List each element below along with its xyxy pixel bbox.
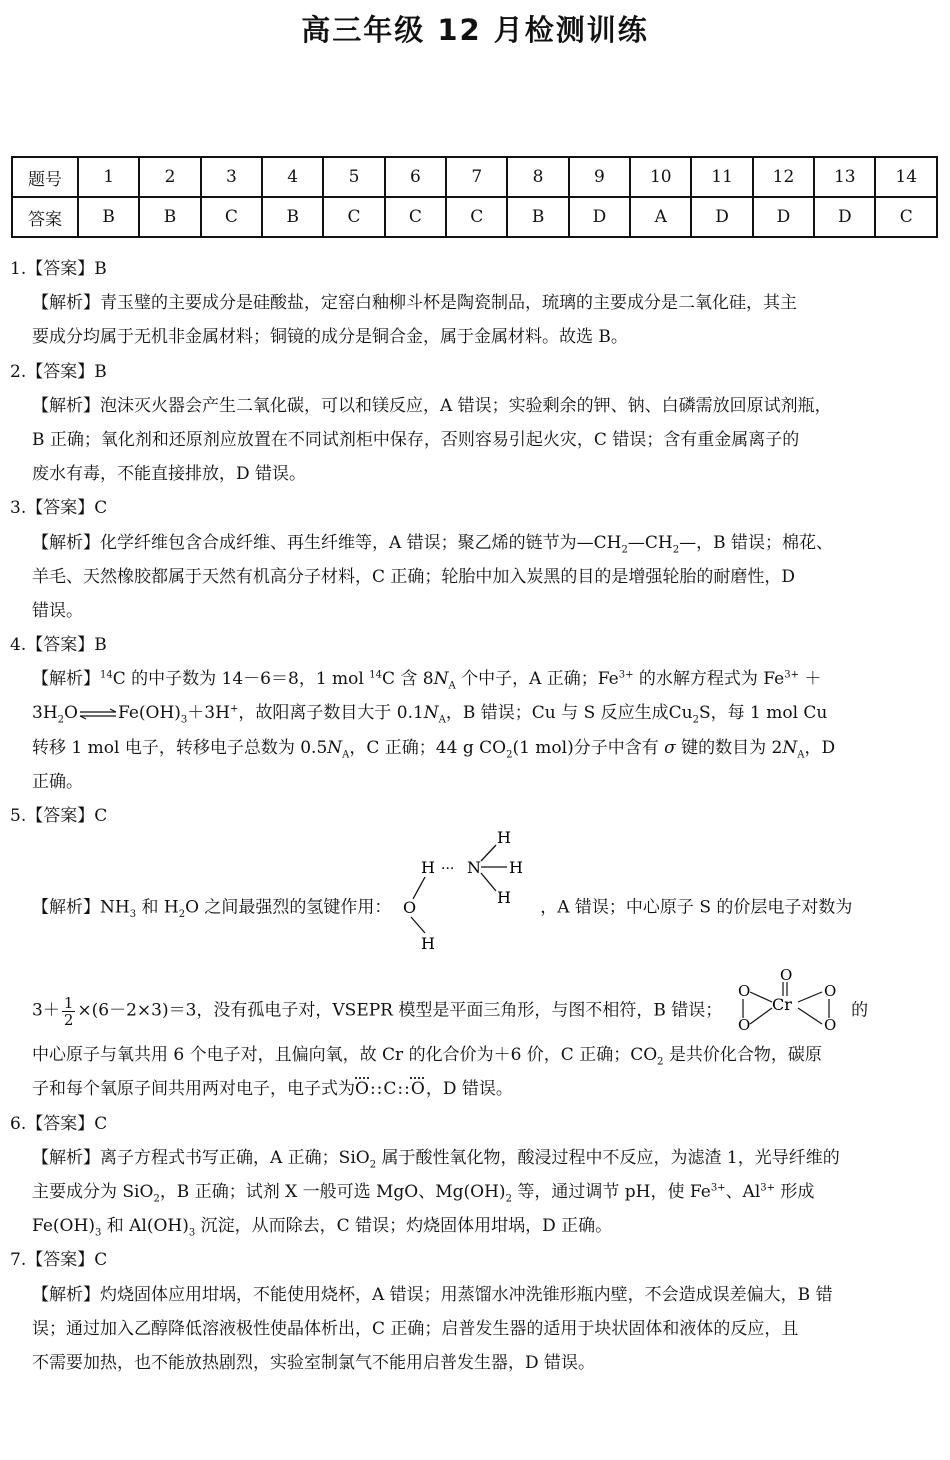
q3-explanation-line: 错误。 — [32, 600, 83, 621]
q6-explanation-line: $Fe(OH)_3$ 和 $Al(OH)_3$ 沉淀，从而除去，C 错误；灼烧固体用坩埚，D 正确。 — [32, 1216, 613, 1239]
q2-explanation-line: 【解析】泡沫灭火器会产生二氧化碳，可以和镁反应，A 错误；实验剩余的钾、钠、白磷需放回原试剂瓶， — [32, 395, 832, 416]
q4-answer: 4.【答案】B — [10, 635, 107, 656]
table-cell: D — [569, 197, 630, 237]
table-cell: 1 — [78, 157, 139, 197]
q4-explanation-line: 正确。 — [32, 771, 83, 792]
q7-explanation-line: 误；通过加入乙醇降低溶液极性使晶体析出，C 正确；启普发生器的适用于块状固体和液体的反应，且 — [32, 1318, 799, 1339]
table-cell: C — [446, 197, 507, 237]
table-cell: 3 — [201, 157, 262, 197]
row-header-number: 题号 — [12, 157, 78, 197]
table-cell: C — [875, 197, 937, 237]
q6-explanation-line: 【解析】离子方程式书写正确，A 正确；SiO$_2$ 属于酸性氧化物，酸浸过程中不反应，为滤渣 1，光导纤维的 — [32, 1147, 840, 1171]
atom-label: H — [508, 858, 523, 878]
table-row-answers — [12, 197, 937, 237]
q6-answer: 6.【答案】C — [10, 1113, 108, 1134]
table-cell: 11 — [691, 157, 752, 197]
table-cell: 6 — [385, 157, 446, 197]
svg-text:O: O — [779, 966, 792, 985]
equilibrium-arrow-icon — [78, 708, 118, 720]
table-cell: 7 — [446, 157, 507, 197]
q1-answer: 1.【答案】B — [10, 259, 107, 279]
q3-explanation-line: 【解析】化学纤维包含合成纤维、再生纤维等，A 错误；聚乙烯的链节为$—CH_2—CH_2—$，B 错误；棉花、 — [32, 532, 834, 555]
table-cell: C — [201, 197, 262, 237]
q1-explanation-line: 要成分均属于无机非金属材料；铜镜的成分是铜合金，属于金属材料。故选 B。 — [32, 327, 628, 348]
atom-label: H — [420, 934, 435, 954]
table-cell: 8 — [507, 157, 568, 197]
q2-explanation-line: 废水有毒，不能直接排放，D 错误。 — [32, 464, 307, 485]
table-cell: 2 — [139, 157, 200, 197]
q5-explanation-line: 【解析】$NH_3$ 和 $H_2O$ 之间最强烈的氢键作用： H H ··· N H H O H ，A 错误；中心原子 S 的价层电子对数为 — [32, 863, 852, 953]
svg-text:O: O — [737, 982, 750, 1001]
table-cell: B — [139, 197, 200, 237]
table-cell: C — [385, 197, 446, 237]
table-cell: D — [691, 197, 752, 237]
table-cell: B — [78, 197, 139, 237]
answer-table — [11, 156, 938, 238]
atom-label: H — [496, 828, 511, 848]
q7-answer: 7.【答案】C — [10, 1250, 108, 1271]
hbond-dots: ··· — [440, 861, 455, 878]
q3-explanation-line: 羊毛、天然橡胶都属于天然有机高分子材料，C 正确；轮胎中加入炭黑的目的是增强轮胎的耐磨性，D — [32, 566, 796, 587]
q4-explanation-line: $3H_2O$ $Fe(OH)_3+3H^+$，故阳离子数目大于 $0.1N_A$，B 错误；Cu 与 S 反应生成$Cu_2S$，每 1 mol Cu — [32, 703, 828, 726]
hydrogen-bond-structure — [401, 823, 531, 953]
table-row-numbers — [12, 157, 937, 197]
row-header-answer: 答案 — [12, 197, 78, 237]
table-cell: 5 — [323, 157, 384, 197]
svg-text:O: O — [823, 982, 836, 1001]
q6-explanation-line: 主要成分为 SiO$_2$，B 正确；试剂 X 一般可选 MgO、$Mg(OH)_2$ 等，通过调节 pH，使 $Fe^{3+}$、$Al^{3+}$ 形成 — [32, 1181, 815, 1205]
q5-explanation-line: 中心原子与氧共用 6 个电子对，且偏向氧，故 Cr 的化合价为＋6 价，C 正确；$CO_2$ 是共价化合物，碳原 — [32, 1045, 822, 1068]
table-cell: 14 — [875, 157, 937, 197]
atom-label: N — [466, 858, 481, 878]
atom-label: O — [402, 898, 416, 918]
svg-text:O: O — [737, 1016, 750, 1035]
svg-text:Cr: Cr — [771, 995, 792, 1015]
table-cell: C — [323, 197, 384, 237]
table-cell: A — [630, 197, 691, 237]
q4-explanation-line: 转移 1 mol 电子，转移电子总数为 $0.5N_A$，C 正确；44 g $CO_2(1$ mol)分子中含有 σ 键的数目为 $2N_A$，D — [32, 737, 836, 761]
q5-explanation-line: 3＋ $\frac{1}{2}$ ×(6－2×3)＝3，没有孤电子对，VSEPR 模型是平面三角形，与图不相符，B 错误； O Cr O O O O 的 — [32, 966, 869, 1035]
q2-explanation-line: B 正确；氧化剂和还原剂应放置在不同试剂柜中保存，否则容易引起火灾，C 错误；含有重金属离子的 — [32, 429, 800, 450]
table-cell: 13 — [814, 157, 875, 197]
co2-electron-formula: O::C::O — [355, 1079, 426, 1100]
table-cell: D — [753, 197, 814, 237]
table-cell: D — [814, 197, 875, 237]
q5-explanation-line: 子和每个氧原子间共用两对电子，电子式为O::C::O，D 错误。 — [32, 1079, 513, 1100]
page-title: 高三年级 12 月检测训练 — [301, 13, 649, 47]
atom-label: H — [496, 888, 511, 908]
cro5-structure — [732, 966, 842, 1036]
q7-explanation-line: 不需要加热，也不能放热剧烈，实验室制氯气不能用启普发生器，D 错误。 — [32, 1352, 596, 1373]
table-cell: 4 — [262, 157, 323, 197]
q5-explanation-block — [10, 828, 938, 968]
q3-answer: 3.【答案】C — [10, 498, 108, 519]
table-cell: B — [262, 197, 323, 237]
q5-answer: 5.【答案】C — [10, 806, 108, 826]
table-cell: 10 — [630, 157, 691, 197]
q4-explanation-line: 【解析】$^{14}$C 的中子数为 14－6＝8，1 mol $^{14}$C 含 $8N_A$ 个中子，A 正确；$Fe^{3+}$ 的水解方程式为 $Fe^{3+}$ ＋ — [32, 669, 822, 692]
table-cell: 12 — [753, 157, 814, 197]
solutions — [10, 252, 938, 1380]
svg-text:O: O — [823, 1016, 836, 1035]
atom-label: H — [420, 858, 435, 878]
table-cell: 9 — [569, 157, 630, 197]
q7-explanation-line: 【解析】灼烧固体应用坩埚，不能使用烧杯，A 错误；用蒸馏水冲洗锥形瓶内壁，不会造成误差偏大，B 错 — [32, 1284, 833, 1305]
table-cell: B — [507, 197, 568, 237]
q2-answer: 2.【答案】B — [10, 361, 107, 382]
q1-explanation-line: 【解析】青玉璧的主要成分是硅酸盐，定窑白釉柳斗杯是陶瓷制品，琉璃的主要成分是二氧化硅，其主 — [32, 293, 797, 314]
fraction: $\frac{1}{2}$ — [63, 993, 74, 1029]
